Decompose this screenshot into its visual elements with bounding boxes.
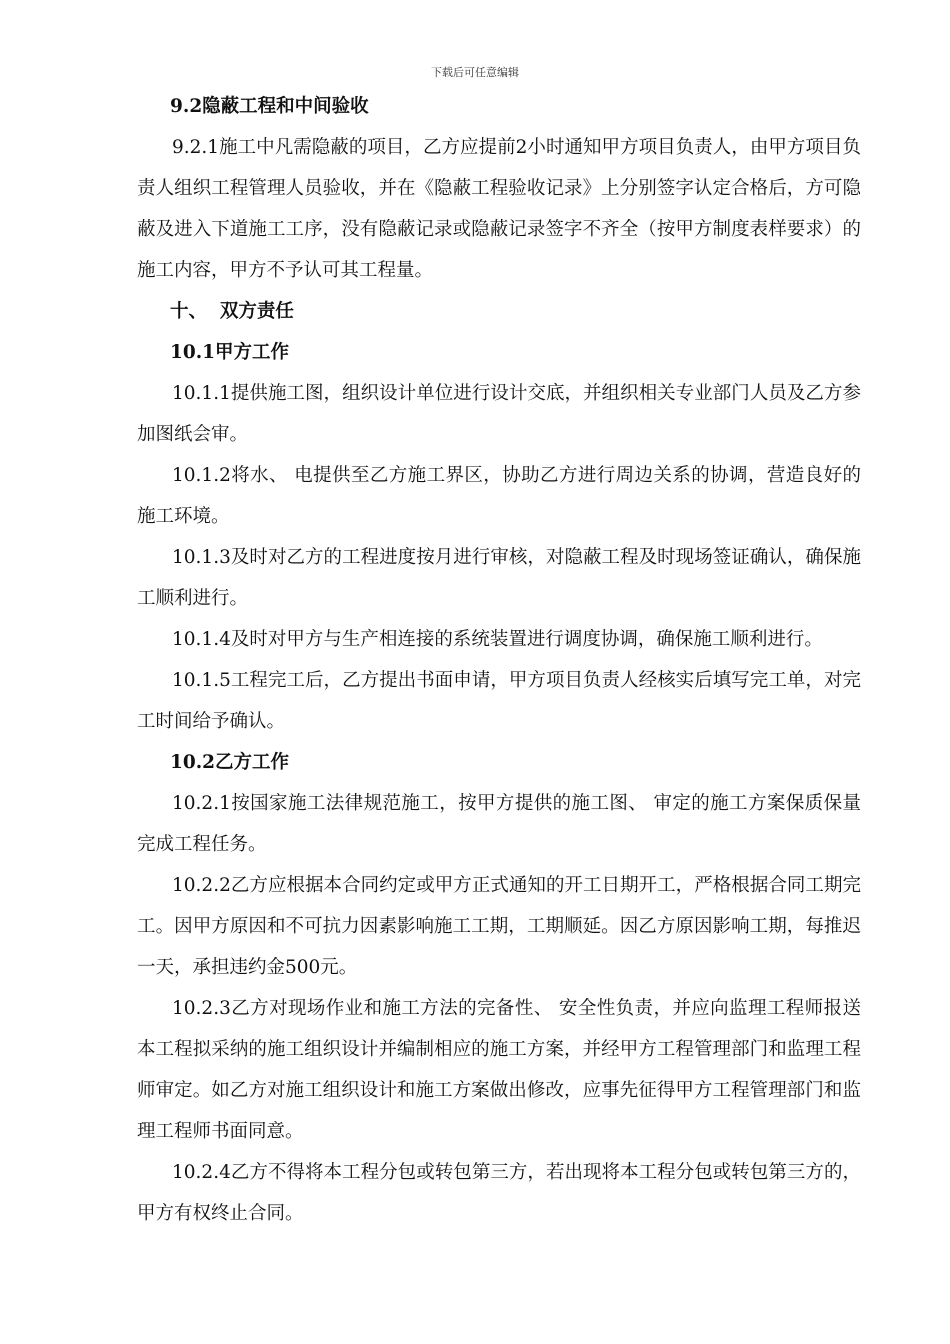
- paragraph-10-1-5: 10.1.5工程完工后，乙方提出书面申请，甲方项目负责人经核实后填写完工单，对完工时间给予确认。: [137, 670, 861, 732]
- section-heading-9-2: 9.2隐蔽工程和中间验收: [170, 96, 369, 117]
- paragraph-10-1-1: 10.1.1提供施工图，组织设计单位进行设计交底，并组织相关专业部门人员及乙方参加图纸会审。: [137, 383, 861, 445]
- page-header: 下载后可任意编辑: [431, 66, 519, 79]
- document-body: [137, 86, 861, 1234]
- section-heading-10: 十、 双方责任: [170, 301, 294, 322]
- paragraph-9-2-1: 9.2.1施工中凡需隐蔽的项目，乙方应提前2小时通知甲方项目负责人，由甲方项目负责人组织工程管理人员验收，并在《隐蔽工程验收记录》上分别签字认定合格后，方可隐蔽及进入下道施工工序，没有隐蔽记录或隐蔽记录签字不齐全（按甲方制度表样要求）的施工内容，甲方不予认可其工程量。: [137, 137, 861, 281]
- paragraph-10-2-2: 10.2.2乙方应根据本合同约定或甲方正式通知的开工日期开工，严格根据合同工期完工。因甲方原因和不可抗力因素影响施工工期，工期顺延。因乙方原因影响工期，每推迟一天，承担违约金500元。: [137, 875, 861, 978]
- paragraph-10-2-1: 10.2.1按国家施工法律规范施工，按甲方提供的施工图、 审定的施工方案保质保量完成工程任务。: [137, 793, 861, 855]
- paragraph-10-1-3: 10.1.3及时对乙方的工程进度按月进行审核，对隐蔽工程及时现场签证确认，确保施工顺利进行。: [137, 547, 861, 609]
- section-heading-10-1: 10.1甲方工作: [170, 342, 290, 363]
- section-heading-10-2: 10.2乙方工作: [170, 752, 290, 773]
- paragraph-10-2-4: 10.2.4乙方不得将本工程分包或转包第三方，若出现将本工程分包或转包第三方的，甲方有权终止合同。: [137, 1162, 861, 1224]
- paragraph-10-1-2: 10.1.2将水、 电提供至乙方施工界区，协助乙方进行周边关系的协调，营造良好的施工环境。: [137, 465, 861, 527]
- paragraph-10-2-3: 10.2.3乙方对现场作业和施工方法的完备性、 安全性负责，并应向监理工程师报送本工程拟采纳的施工组织设计并编制相应的施工方案，并经甲方工程管理部门和监理工程师审定。如乙方对施工组织设计和施工方案做出修改，应事先征得甲方工程管理部门和监理工程师书面同意。: [137, 998, 861, 1142]
- paragraph-10-1-4: 10.1.4及时对甲方与生产相连接的系统装置进行调度协调，确保施工顺利进行。: [172, 629, 823, 650]
